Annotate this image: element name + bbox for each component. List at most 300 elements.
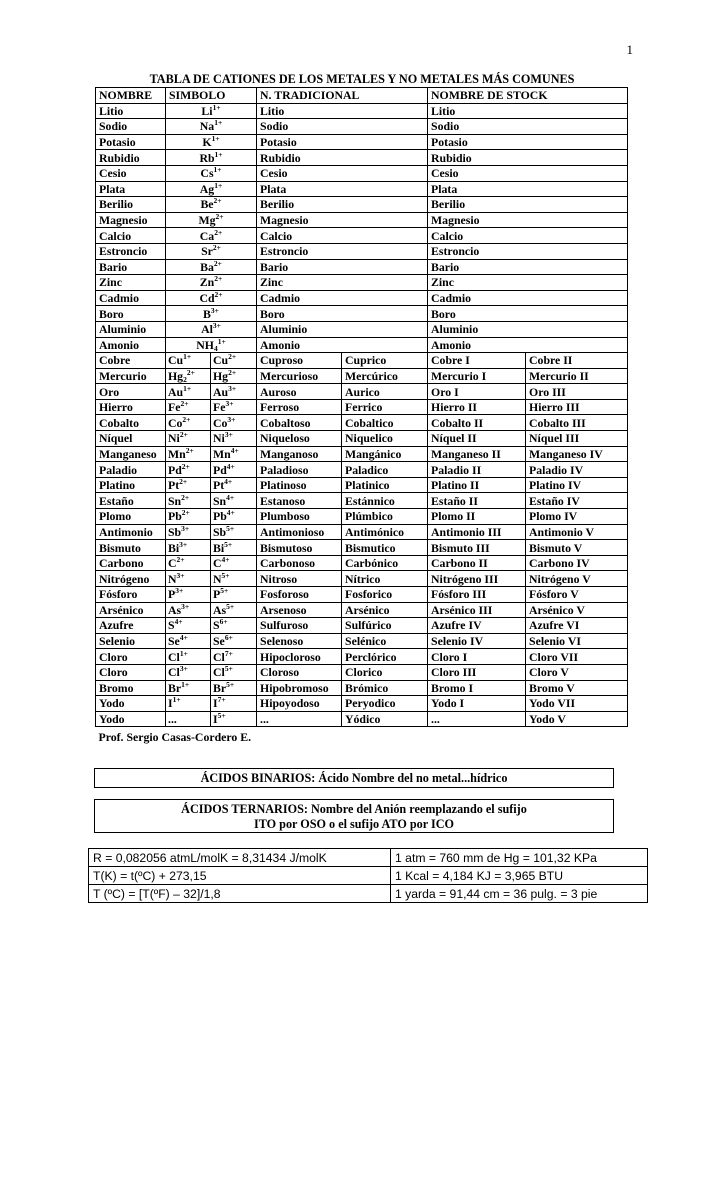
cation-name: Selenio [96, 633, 166, 649]
element-symbol: Bi [213, 540, 225, 555]
ion-charge: 2+ [186, 368, 195, 377]
table-row [96, 103, 628, 119]
constants-row [89, 867, 648, 885]
cation-symbol-high [211, 587, 257, 603]
ion-charge: 2+ [214, 227, 223, 237]
cation-symbol-high [211, 462, 257, 478]
element-symbol: Ca [199, 228, 215, 243]
stock-name-high: Azufre VI [526, 618, 628, 634]
stock-name-low: Mercurio I [428, 368, 526, 384]
cation-symbol [166, 275, 257, 291]
traditional-name-oso: Platinoso [257, 477, 342, 493]
header-traditional: N. TRADICIONAL [257, 88, 428, 104]
cation-symbol-high [211, 446, 257, 462]
element-symbol: N [168, 571, 177, 586]
traditional-name-oso: Auroso [257, 384, 342, 400]
cation-symbol-high [211, 633, 257, 649]
constant-left: R = 0,082056 atmL/molK = 8,31434 J/molK [89, 849, 391, 867]
traditional-name-ico: Mangánico [342, 446, 428, 462]
ion-charge: 4+ [226, 492, 235, 502]
table-row [96, 259, 628, 275]
traditional-name-oso: Ferroso [257, 399, 342, 415]
traditional-name-ico: Perclórico [342, 649, 428, 665]
ion-charge: 2+ [176, 555, 185, 565]
ion-charge: 3+ [210, 305, 219, 315]
ion-charge: 4+ [226, 508, 235, 518]
ion-charge: 6+ [224, 633, 233, 643]
table-row [96, 150, 628, 166]
element-symbol: As [213, 602, 227, 617]
element-symbol: Mn [213, 446, 231, 461]
cation-symbol [166, 321, 257, 337]
cation-symbol-low [166, 602, 211, 618]
cation-symbol-low [166, 509, 211, 525]
ion-charge: 2+ [228, 368, 237, 377]
table-row [96, 212, 628, 228]
cation-name: Magnesio [96, 212, 166, 228]
stock-name-low: Oro I [428, 384, 526, 400]
ion-charge: 2+ [180, 399, 189, 409]
table-row [96, 664, 628, 680]
ion-charge: 3+ [176, 570, 185, 580]
ion-charge: 2+ [179, 477, 188, 487]
table-row [96, 618, 628, 634]
traditional-name: Litio [257, 103, 428, 119]
cation-name: Cloro [96, 664, 166, 680]
cation-name: Calcio [96, 228, 166, 244]
ion-charge: 2+ [213, 259, 222, 268]
cation-name: Mercurio [96, 368, 166, 384]
element-symbol: Cl [168, 665, 180, 680]
table-row [96, 290, 628, 306]
constants-table [88, 848, 648, 903]
ion-charge: 6+ [219, 617, 228, 627]
cation-name: Litio [96, 103, 166, 119]
table-row [96, 415, 628, 431]
cation-symbol-low [166, 696, 211, 712]
stock-name: Potasio [428, 134, 628, 150]
element-symbol: P [168, 587, 176, 602]
table-row [96, 446, 628, 462]
traditional-name-oso: Cloroso [257, 664, 342, 680]
element-symbol: Sb [213, 524, 227, 539]
ion-charge: 3+ [181, 602, 190, 611]
element-symbol: Cu [213, 353, 229, 368]
cation-symbol-low [166, 540, 211, 556]
ion-charge: 1+ [172, 695, 181, 705]
stock-name-low: Antimonio III [428, 524, 526, 540]
stock-name-high: Manganeso IV [526, 446, 628, 462]
table-row [96, 431, 628, 447]
element-symbol: Mn [168, 446, 186, 461]
header-name: NOMBRE [96, 88, 166, 104]
traditional-name-ico: Fosforico [342, 587, 428, 603]
element-symbol: Sn [168, 493, 182, 508]
stock-name-low: Bismuto III [428, 540, 526, 556]
element-symbol: S [168, 618, 175, 633]
header-symbol: SIMBOLO [166, 88, 257, 104]
stock-name: Berilio [428, 197, 628, 213]
traditional-name-ico: Arsénico [342, 602, 428, 618]
traditional-name-ico: Platinico [342, 477, 428, 493]
stock-name-high: Mercurio II [526, 368, 628, 384]
traditional-name-ico: Paladico [342, 462, 428, 478]
cation-symbol-high [211, 477, 257, 493]
traditional-name-oso: Cuproso [257, 353, 342, 369]
element-symbol: Bi [168, 540, 180, 555]
table-row [96, 197, 628, 213]
element-symbol: Rb [199, 150, 215, 165]
ion-charge: 2+ [212, 243, 221, 253]
element-symbol: Br [168, 680, 182, 695]
traditional-name: Berilio [257, 197, 428, 213]
stock-name-high: Plomo IV [526, 509, 628, 525]
cation-symbol-high [211, 602, 257, 618]
ion-charge: 3+ [179, 539, 188, 549]
traditional-name-oso: Carbonoso [257, 555, 342, 571]
element-symbol: P [213, 587, 221, 602]
table-row [96, 711, 628, 727]
cation-name: Cesio [96, 165, 166, 181]
cation-symbol-high [211, 399, 257, 415]
ion-charge: 1+ [183, 383, 192, 393]
ion-charge: 2+ [185, 446, 194, 455]
element-symbol: S [213, 618, 220, 633]
traditional-name-oso: Mercurioso [257, 368, 342, 384]
cation-name: Aluminio [96, 321, 166, 337]
stock-name-low: ... [428, 711, 526, 727]
element-symbol: Hg [168, 368, 184, 383]
symbol-subscript: 2 [183, 374, 187, 384]
ion-charge: 1+ [181, 680, 190, 689]
ion-charge: 3+ [227, 414, 236, 424]
element-symbol: C [168, 556, 177, 571]
element-symbol: Se [213, 634, 225, 649]
cation-symbol-low [166, 664, 211, 680]
element-symbol: Cl [213, 649, 225, 664]
cation-name: Cloro [96, 649, 166, 665]
cation-symbol-low [166, 493, 211, 509]
table-row [96, 696, 628, 712]
ion-charge: 1+ [214, 181, 223, 190]
ion-charge: 1+ [212, 103, 221, 112]
cation-name: Níquel [96, 431, 166, 447]
element-symbol: Be [200, 197, 214, 212]
table-row [96, 368, 628, 384]
cation-symbol-low [166, 399, 211, 415]
element-symbol: I [213, 696, 218, 711]
table-row [96, 680, 628, 696]
traditional-name-ico: Carbónico [342, 555, 428, 571]
stock-name-low: Bromo I [428, 680, 526, 696]
cation-name: Yodo [96, 711, 166, 727]
stock-name-low: Fósforo III [428, 587, 526, 603]
constant-right: 1 Kcal = 4,184 KJ = 3,965 BTU [391, 867, 648, 885]
cation-symbol-high [211, 711, 257, 727]
traditional-name-ico: Cuprico [342, 353, 428, 369]
traditional-name-ico: Mercúrico [342, 368, 428, 384]
cation-symbol-low [166, 477, 211, 493]
cation-symbol-high [211, 509, 257, 525]
table-row [96, 587, 628, 603]
traditional-name-oso: Bismutoso [257, 540, 342, 556]
element-symbol: Pb [213, 509, 227, 524]
header-stock: NOMBRE DE STOCK [428, 88, 628, 104]
traditional-name-ico: Yódico [342, 711, 428, 727]
cation-name: Antimonio [96, 524, 166, 540]
stock-name-low: Cobre I [428, 353, 526, 369]
stock-name-low: Platino II [428, 477, 526, 493]
traditional-name-ico: Selénico [342, 633, 428, 649]
stock-name-low: Plomo II [428, 509, 526, 525]
traditional-name-ico: Peryodico [342, 696, 428, 712]
ion-charge: 1+ [179, 648, 188, 658]
traditional-name: Amonio [257, 337, 428, 353]
stock-name-high: Antimonio V [526, 524, 628, 540]
cation-name: Estroncio [96, 243, 166, 259]
traditional-name-oso: Niqueloso [257, 431, 342, 447]
element-symbol: N [213, 571, 222, 586]
element-symbol: Br [213, 680, 227, 695]
ion-charge: 4+ [174, 617, 183, 627]
cation-symbol-low [166, 680, 211, 696]
symbol-subscript: 4 [213, 343, 218, 353]
traditional-name-ico: Niquelico [342, 431, 428, 447]
table-row [96, 306, 628, 322]
traditional-name-ico: Ferrico [342, 399, 428, 415]
cation-name: Bario [96, 259, 166, 275]
traditional-name-ico: Clorico [342, 664, 428, 680]
table-row [96, 477, 628, 493]
traditional-name-oso: Nitroso [257, 571, 342, 587]
element-symbol: Pb [168, 509, 182, 524]
table-row [96, 337, 628, 353]
stock-name-high: Cloro VII [526, 649, 628, 665]
ion-charge: 4+ [224, 477, 233, 487]
element-symbol: Cu [168, 353, 184, 368]
table-row [96, 275, 628, 291]
traditional-name-oso: ... [257, 711, 342, 727]
stock-name-high: Níquel III [526, 431, 628, 447]
table-row [96, 540, 628, 556]
element-symbol: NH [196, 337, 214, 352]
stock-name-low: Estaño II [428, 493, 526, 509]
ternary-acids-box [94, 799, 614, 833]
cation-name: Sodio [96, 119, 166, 135]
element-symbol: Ag [199, 181, 215, 196]
ion-charge: 4+ [226, 461, 235, 471]
element-symbol: Pd [213, 462, 227, 477]
cation-symbol-high [211, 493, 257, 509]
stock-name: Calcio [428, 228, 628, 244]
table-title: TABLA DE CATIONES DE LOS METALES Y NO METALES MÁS COMUNES [149, 72, 575, 86]
stock-name-low: Cloro III [428, 664, 526, 680]
cation-name: Cobalto [96, 415, 166, 431]
ion-charge: 3+ [228, 383, 237, 393]
traditional-name: Potasio [257, 134, 428, 150]
table-row [96, 602, 628, 618]
stock-name-high: Nitrógeno V [526, 571, 628, 587]
cation-symbol [166, 103, 257, 119]
constant-left: T(K) = t(ºC) + 273,15 [89, 867, 391, 885]
traditional-name-oso: Cobaltoso [257, 415, 342, 431]
cation-symbol [166, 150, 257, 166]
traditional-name-oso: Arsenoso [257, 602, 342, 618]
ion-charge: 1+ [211, 134, 220, 144]
element-symbol: Pd [168, 462, 182, 477]
cation-symbol-high [211, 540, 257, 556]
page-number: 1 [626, 42, 633, 57]
element-symbol: Hg [213, 368, 229, 383]
element-symbol: I [168, 696, 173, 711]
traditional-name-ico: Plúmbico [342, 509, 428, 525]
cation-name: Hierro [96, 399, 166, 415]
cation-symbol-high [211, 649, 257, 665]
stock-name-high: Cloro V [526, 664, 628, 680]
table-row [96, 493, 628, 509]
ion-charge: 2+ [181, 492, 190, 502]
element-symbol: As [168, 602, 182, 617]
ion-charge: 2+ [181, 508, 190, 518]
element-symbol: Co [213, 415, 228, 430]
ion-charge: 5+ [221, 570, 230, 580]
traditional-name-oso: Plumboso [257, 509, 342, 525]
element-symbol: Mg [198, 213, 216, 228]
ion-charge: 1+ [214, 118, 223, 128]
stock-name: Rubidio [428, 150, 628, 166]
cation-symbol-high [211, 431, 257, 447]
cation-name: Potasio [96, 134, 166, 150]
cation-symbol-low [166, 446, 211, 462]
traditional-name-oso: Sulfuroso [257, 618, 342, 634]
cation-symbol-low [166, 618, 211, 634]
traditional-name-oso: Selenoso [257, 633, 342, 649]
stock-name-low: Azufre IV [428, 618, 526, 634]
ion-charge: 2+ [214, 274, 223, 284]
stock-name-low: Níquel II [428, 431, 526, 447]
table-row [96, 181, 628, 197]
traditional-name: Plata [257, 181, 428, 197]
element-symbol: Cd [199, 291, 215, 306]
stock-name: Boro [428, 306, 628, 322]
traditional-name-oso: Estanoso [257, 493, 342, 509]
cation-symbol [166, 243, 257, 259]
cation-symbol-low [166, 587, 211, 603]
table-row [96, 649, 628, 665]
cation-symbol [166, 181, 257, 197]
author-name: Prof. Sergio Casas-Cordero E. [96, 727, 628, 744]
ion-charge: 3+ [179, 664, 188, 674]
cation-symbol-low [166, 415, 211, 431]
stock-name: Cesio [428, 165, 628, 181]
stock-name-high: Bromo V [526, 680, 628, 696]
stock-name-high: Platino IV [526, 477, 628, 493]
cation-name: Cobre [96, 353, 166, 369]
traditional-name-oso: Manganoso [257, 446, 342, 462]
element-symbol: Fe [168, 400, 181, 415]
ion-charge: 5+ [224, 664, 233, 674]
constants-row [89, 885, 648, 903]
cation-symbol-high [211, 524, 257, 540]
table-row [96, 524, 628, 540]
cation-name: Paladio [96, 462, 166, 478]
element-symbol: Pt [168, 478, 180, 493]
stock-name-low: Cobalto II [428, 415, 526, 431]
ion-charge: 5+ [217, 711, 226, 721]
cation-symbol-high [211, 571, 257, 587]
traditional-name-oso: Hipobromoso [257, 680, 342, 696]
stock-name: Plata [428, 181, 628, 197]
ternary-line-1: ÁCIDOS TERNARIOS: Nombre del Anión reemplazando el sufijo [181, 802, 527, 816]
traditional-name-oso: Paladioso [257, 462, 342, 478]
traditional-name: Zinc [257, 275, 428, 291]
table-row [96, 384, 628, 400]
ion-charge: 1+ [214, 149, 223, 159]
stock-name: Amonio [428, 337, 628, 353]
ion-charge: 4+ [179, 633, 188, 643]
stock-name-high: Oro III [526, 384, 628, 400]
ion-charge: 2+ [215, 212, 224, 222]
cation-symbol [166, 290, 257, 306]
stock-name: Bario [428, 259, 628, 275]
cation-symbol [166, 228, 257, 244]
cation-name: Oro [96, 384, 166, 400]
element-symbol: Sr [201, 244, 213, 259]
stock-name-low: Manganeso II [428, 446, 526, 462]
cation-name: Boro [96, 306, 166, 322]
stock-name-high: Cobre II [526, 353, 628, 369]
cation-name: Rubidio [96, 150, 166, 166]
stock-name-high: Yodo V [526, 711, 628, 727]
element-symbol: Zn [199, 275, 215, 290]
cation-symbol [166, 306, 257, 322]
cation-symbol-low [166, 555, 211, 571]
ion-charge: 2+ [228, 352, 237, 362]
stock-name-low: Carbono II [428, 555, 526, 571]
traditional-name: Boro [257, 306, 428, 322]
ion-charge: 2+ [182, 414, 191, 424]
traditional-name-ico: Brómico [342, 680, 428, 696]
table-row [96, 243, 628, 259]
table-row [96, 321, 628, 337]
element-symbol: Li [201, 103, 213, 118]
stock-name-high: Fósforo V [526, 587, 628, 603]
ion-charge: 5+ [224, 539, 233, 549]
stock-name-high: Estaño IV [526, 493, 628, 509]
ion-charge: 5+ [226, 602, 235, 611]
traditional-name-ico: Aurico [342, 384, 428, 400]
traditional-name-oso: Antimonioso [257, 524, 342, 540]
cation-symbol-low [166, 353, 211, 369]
stock-name: Estroncio [428, 243, 628, 259]
stock-name-high: Bismuto V [526, 540, 628, 556]
stock-name: Zinc [428, 275, 628, 291]
table-row [96, 353, 628, 369]
cation-symbol-high [211, 353, 257, 369]
ion-charge: 4+ [221, 555, 230, 565]
traditional-name: Sodio [257, 119, 428, 135]
ternary-line-2: ITO por OSO o el sufijo ATO por ICO [253, 817, 454, 831]
element-symbol: Cl [213, 665, 225, 680]
cation-symbol-low [166, 633, 211, 649]
element-symbol: Co [168, 415, 183, 430]
cation-symbol [166, 212, 257, 228]
element-symbol: Sn [213, 493, 227, 508]
cation-name: Fósforo [96, 587, 166, 603]
cation-symbol-low [166, 368, 211, 384]
cation-symbol-high [211, 555, 257, 571]
traditional-name: Cesio [257, 165, 428, 181]
